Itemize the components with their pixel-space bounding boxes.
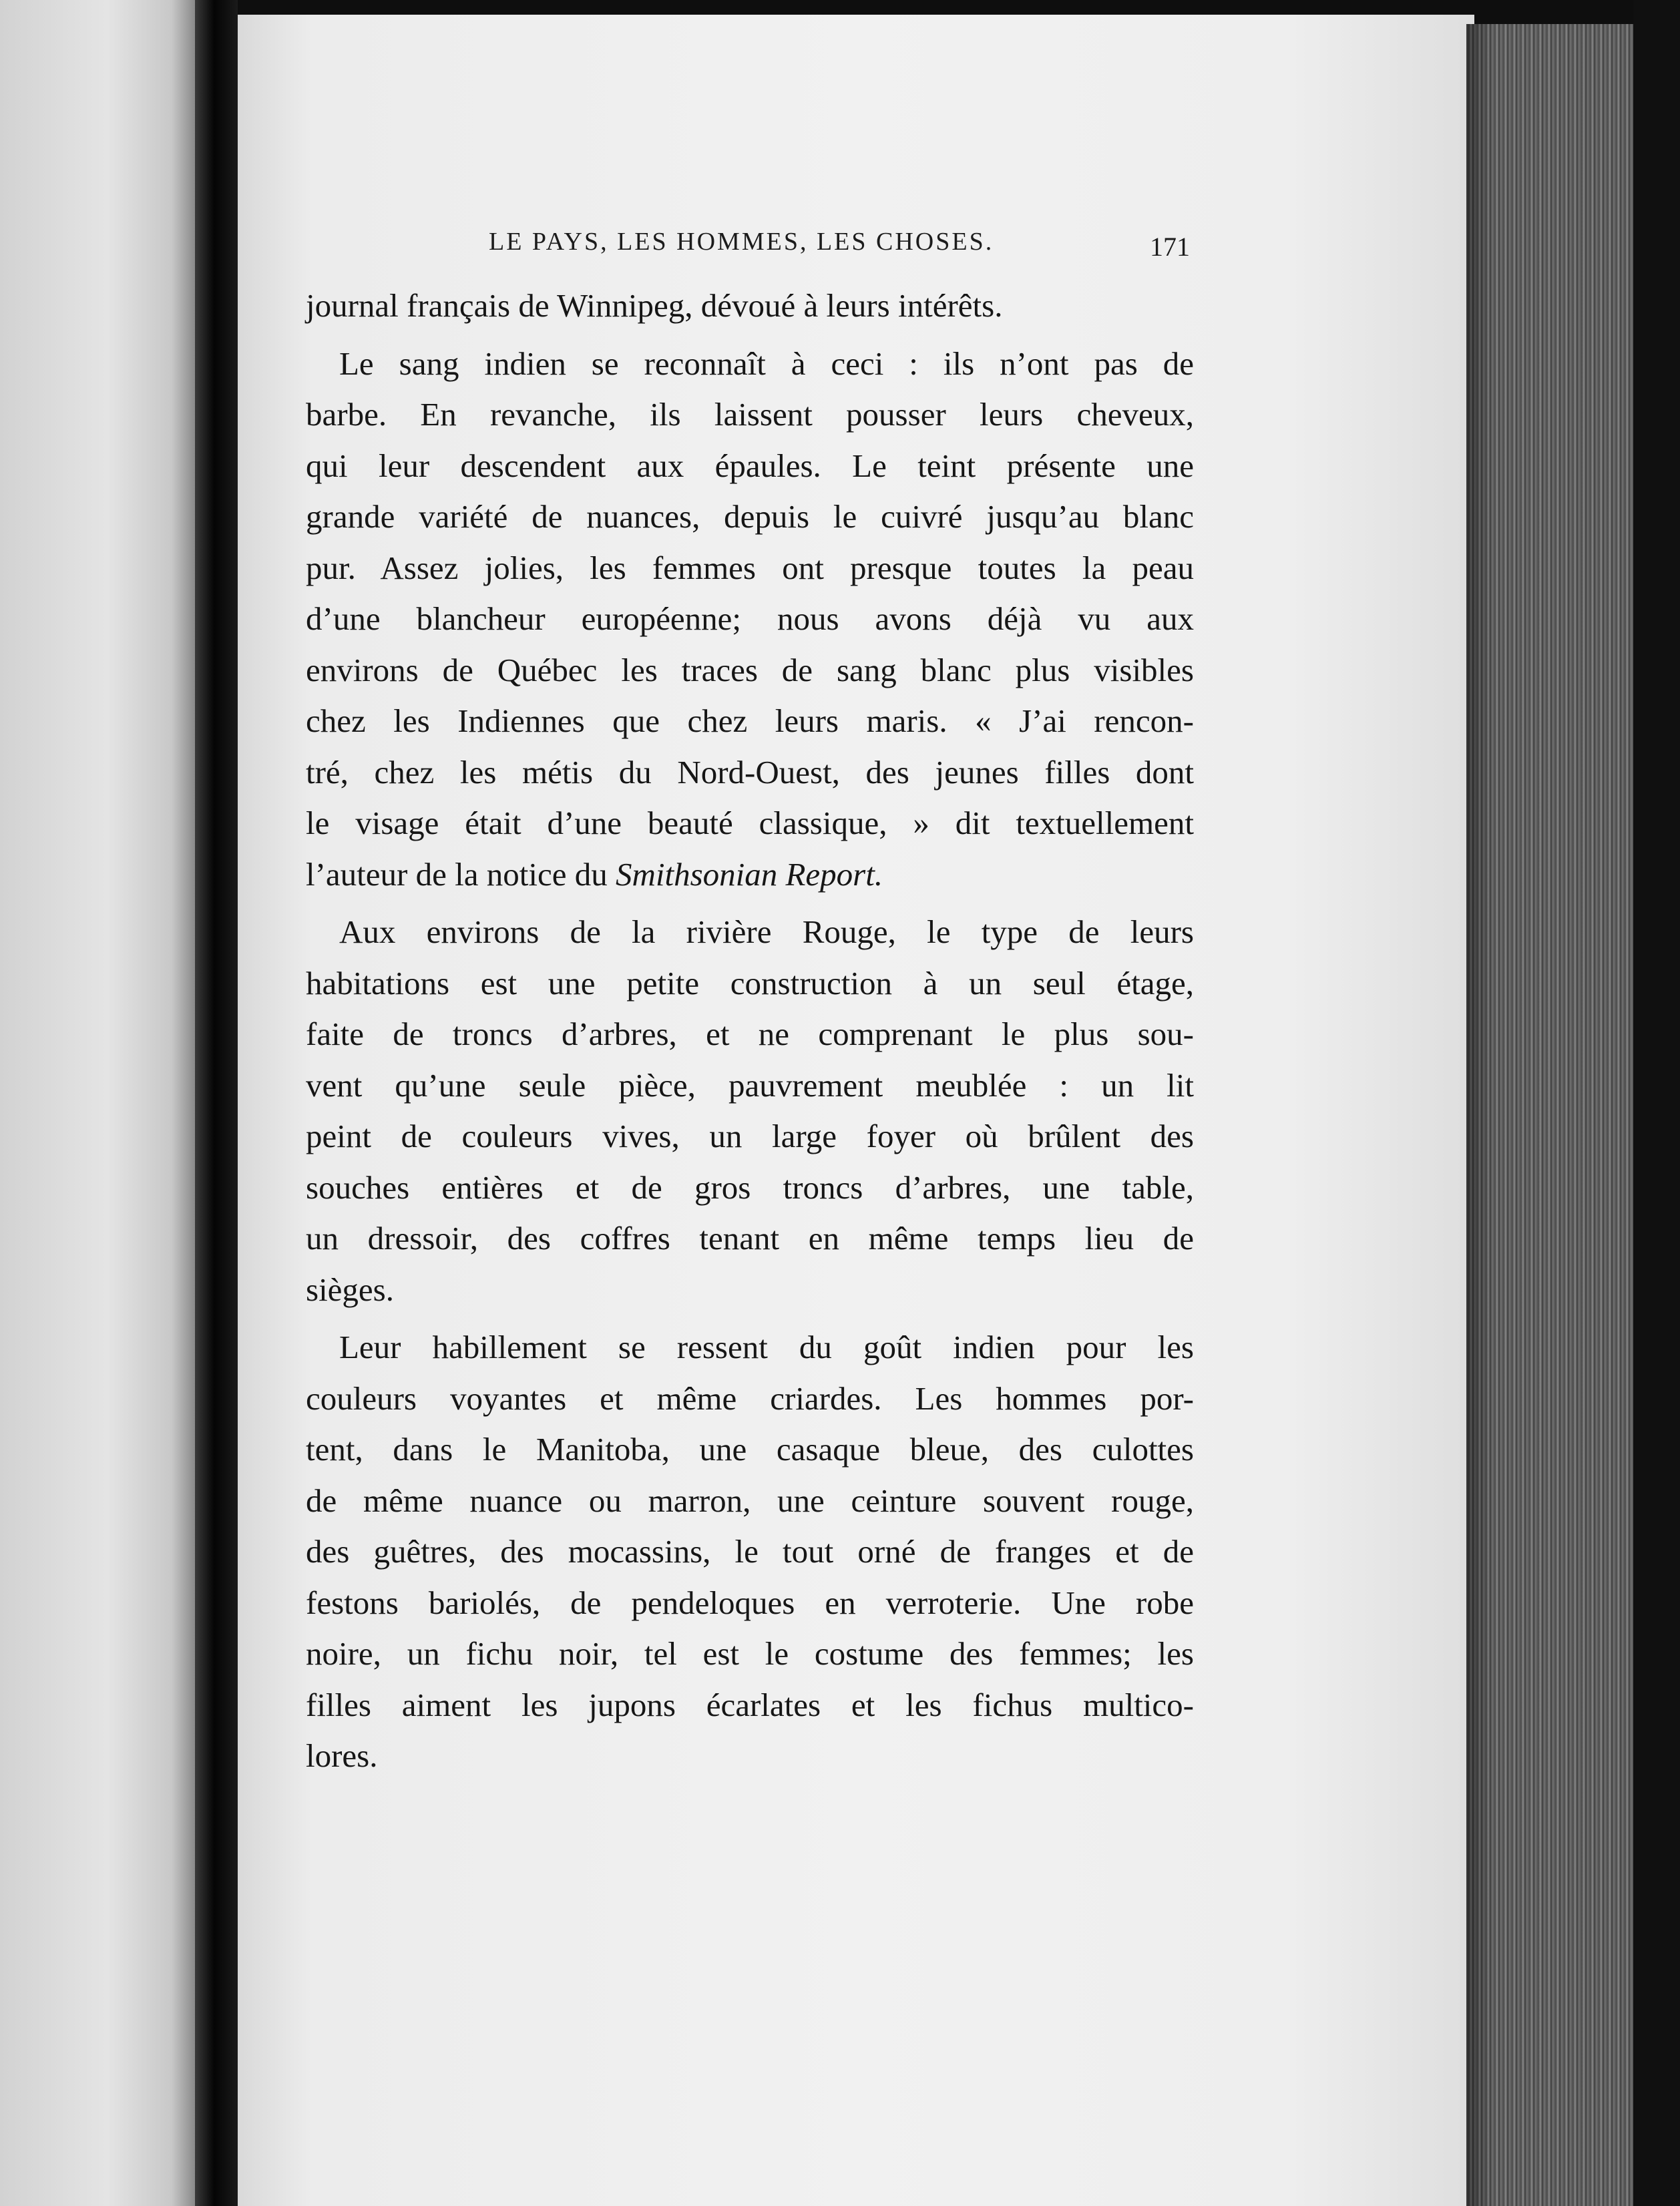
text-line: des guêtres, des mocassins, le tout orné de franges et de	[306, 1533, 1194, 1570]
running-head: LE PAYS, LES HOMMES, LES CHOSES.	[489, 228, 994, 256]
text-line: habitations est une petite construction à un seul étage,	[306, 964, 1194, 1002]
text-line: noire, un fichu noir, tel est le costume des femmes; les	[306, 1635, 1194, 1672]
text-line	[306, 849, 1194, 901]
text-line: Leur habillement se ressent du goût indien pour les	[339, 1329, 1194, 1365]
text-line: un dressoir, des coffres tenant en même temps lieu de	[306, 1220, 1194, 1257]
text-line: sièges.	[306, 1271, 394, 1308]
text-line: souches entières et de gros troncs d’arbres, une table,	[306, 1168, 1194, 1206]
scan-border	[1633, 0, 1680, 2206]
body-text	[306, 280, 1194, 1782]
text-line: le visage était d’une beauté classique, » dit textuellement	[306, 805, 1194, 841]
text-line: Aux environs de la rivière Rouge, le type de leurs	[339, 913, 1194, 950]
text-line: d’une blancheur européenne; nous avons déjà vu aux	[306, 600, 1194, 637]
text-line: journal français de Winnipeg, dévoué à leurs intérêts.	[306, 287, 1003, 324]
text-line: faite de troncs d’arbres, et ne comprenant le plus sou-	[306, 1016, 1194, 1052]
text-fragment: l’auteur de la notice du	[306, 855, 616, 893]
text-line: grande variété de nuances, depuis le cuivré jusqu’au blanc	[306, 498, 1194, 535]
text-line: festons bariolés, de pendeloques en verroterie. Une robe	[306, 1584, 1194, 1621]
text-line: Le sang indien se reconnaît à ceci : ils n’ont pas de	[339, 345, 1194, 382]
italic-title: Smithsonian Report.	[615, 855, 883, 893]
text-line: couleurs voyantes et même criardes. Les hommes por-	[306, 1379, 1194, 1417]
page-edges-shadow	[1466, 24, 1493, 2206]
facing-page	[0, 0, 195, 2206]
page-number: 171	[1150, 232, 1190, 262]
text-line: barbe. En revanche, ils laissent pousser leurs cheveux,	[306, 396, 1194, 433]
text-line: qui leur descendent aux épaules. Le teint présente une	[306, 447, 1194, 484]
text-line: pur. Assez jolies, les femmes ont presque toutes la peau	[306, 549, 1194, 586]
text-line: filles aiment les jupons écarlates et les fichus multico-	[306, 1686, 1194, 1723]
text-line: de même nuance ou marron, une ceinture souvent rouge,	[306, 1482, 1194, 1519]
text-line: peint de couleurs vives, un large foyer où brûlent des	[306, 1118, 1194, 1154]
text-line: chez les Indiennes que chez leurs maris. « J’ai rencon-	[306, 702, 1194, 739]
book-gutter	[195, 0, 238, 2206]
text-line: tré, chez les métis du Nord-Ouest, des jeunes filles dont	[306, 753, 1194, 791]
text-line: environs de Québec les traces de sang blanc plus visibles	[306, 651, 1194, 688]
text-line: lores.	[306, 1737, 378, 1774]
text-line: tent, dans le Manitoba, une casaque bleue, des culottes	[306, 1431, 1194, 1468]
text-line: vent qu’une seule pièce, pauvrement meublée : un lit	[306, 1066, 1194, 1104]
